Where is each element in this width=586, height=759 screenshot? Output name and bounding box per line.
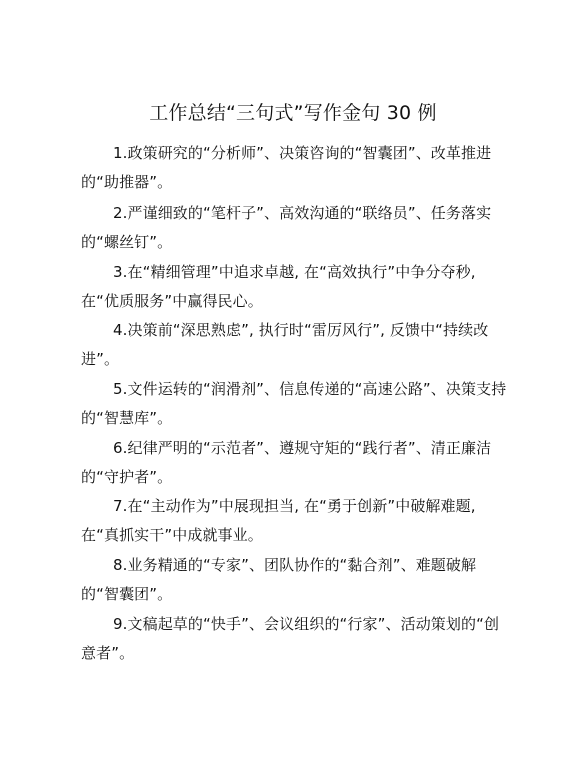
list-item: 2.严谨细致的“笔杆子”、高效沟通的“联络员”、任务落实的“螺丝钉”。 bbox=[81, 204, 492, 251]
list-item: 6.纪律严明的“示范者”、遵规守矩的“践行者”、清正廉洁的“守护者”。 bbox=[81, 439, 492, 486]
list-item: 1.政策研究的“分析师”、决策咨询的“智囊团”、改革推进的“助推器”。 bbox=[81, 144, 492, 191]
list-item: 7.在“主动作为”中展现担当, 在“勇于创新”中破解难题, 在“真抓实干”中成就事业。 bbox=[81, 497, 476, 544]
list-item: 8.业务精通的“专家”、团队协作的“黏合剂”、难题破解的“智囊团”。 bbox=[81, 556, 477, 603]
list-item: 5.文件运转的“润滑剂”、信息传递的“高速公路”、决策支持的“智慧库”。 bbox=[81, 380, 507, 427]
document-title: 工作总结“三句式”写作金句 30 例 bbox=[149, 102, 437, 124]
list-item: 4.决策前“深思熟虑”, 执行时“雷厉风行”, 反馈中“持续改进”。 bbox=[81, 321, 489, 368]
list-item: 9.文稿起草的“快手”、会议组织的“行家”、活动策划的“创意者”。 bbox=[81, 615, 500, 662]
list-item: 3.在“精细管理”中追求卓越, 在“高效执行”中争分夺秒, 在“优质服务”中赢得民心。 bbox=[81, 263, 476, 310]
